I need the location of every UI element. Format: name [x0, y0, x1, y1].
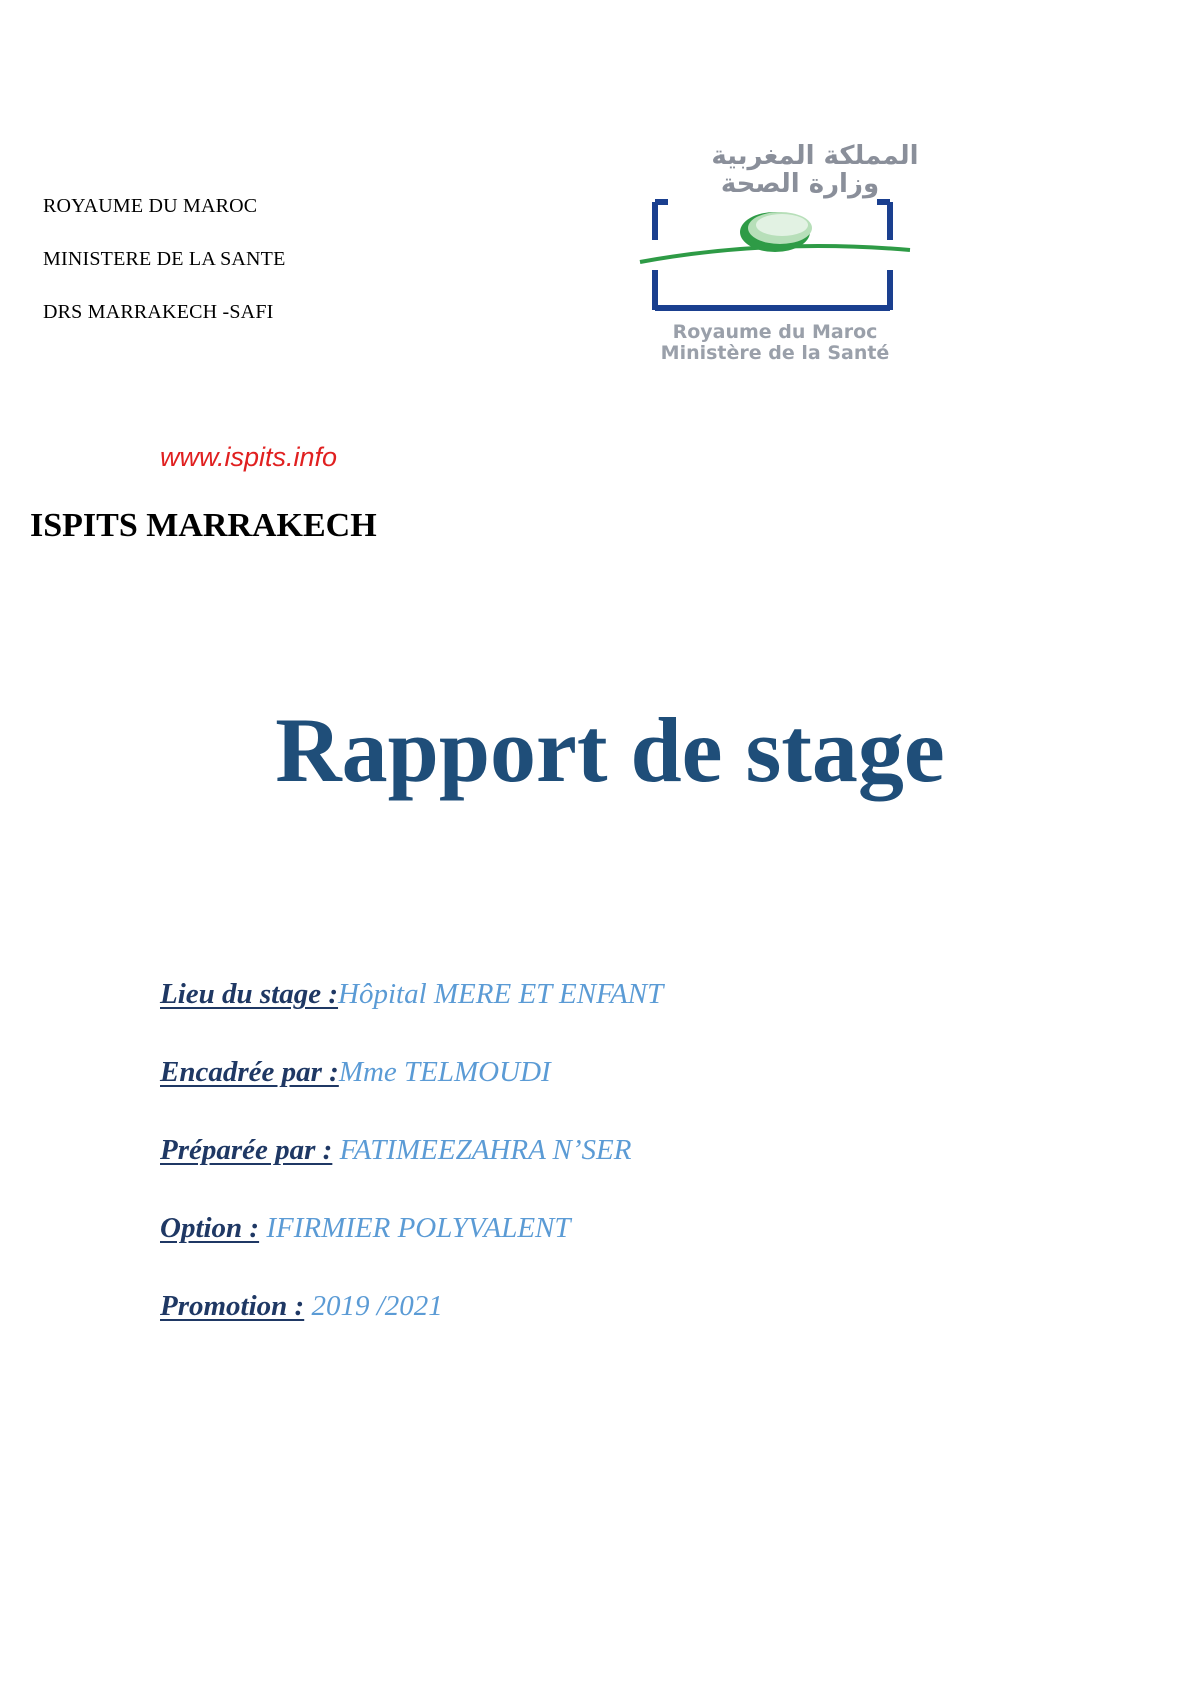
logo-swoosh — [640, 246, 910, 262]
website-link[interactable]: www.ispits.info — [160, 442, 338, 472]
detail-label: Préparée par : — [160, 1134, 333, 1166]
header-line-kingdom: ROYAUME DU MAROC — [43, 195, 258, 217]
header-line-ministry: MINISTERE DE LA SANTE — [43, 248, 286, 270]
institute-name: ISPITS MARRAKECH — [30, 507, 377, 544]
ministry-logo — [610, 140, 950, 370]
logo-arabic-line1: المملكة المغربية — [711, 141, 919, 171]
detail-row-option — [160, 1212, 663, 1244]
report-details — [160, 978, 663, 1368]
detail-row-author — [160, 1134, 663, 1166]
detail-label: Encadrée par : — [160, 1056, 339, 1088]
detail-label: Promotion : — [160, 1290, 305, 1322]
detail-row-location — [160, 978, 663, 1010]
ministry-header — [43, 196, 286, 355]
logo-latin-line2: Ministère de la Santé — [660, 342, 890, 364]
detail-value: IFIRMIER POLYVALENT — [259, 1212, 571, 1244]
detail-value: Hôpital MERE ET ENFANT — [338, 978, 664, 1010]
detail-row-supervisor — [160, 1056, 663, 1088]
page-title: Rapport de stage — [275, 699, 945, 801]
logo-arabic-line2: وزارة الصحة — [720, 169, 880, 199]
detail-value: 2019 /2021 — [304, 1290, 443, 1322]
detail-value: Mme TELMOUDI — [338, 1056, 551, 1088]
detail-label: Option : — [160, 1212, 260, 1244]
detail-row-promotion — [160, 1290, 663, 1322]
detail-value: FATIMEEZAHRA N’SER — [332, 1134, 632, 1166]
detail-label: Lieu du stage : — [160, 978, 339, 1010]
header-line-region: DRS MARRAKECH -SAFI — [43, 301, 274, 323]
logo-latin-line1: Royaume du Maroc — [672, 321, 878, 343]
